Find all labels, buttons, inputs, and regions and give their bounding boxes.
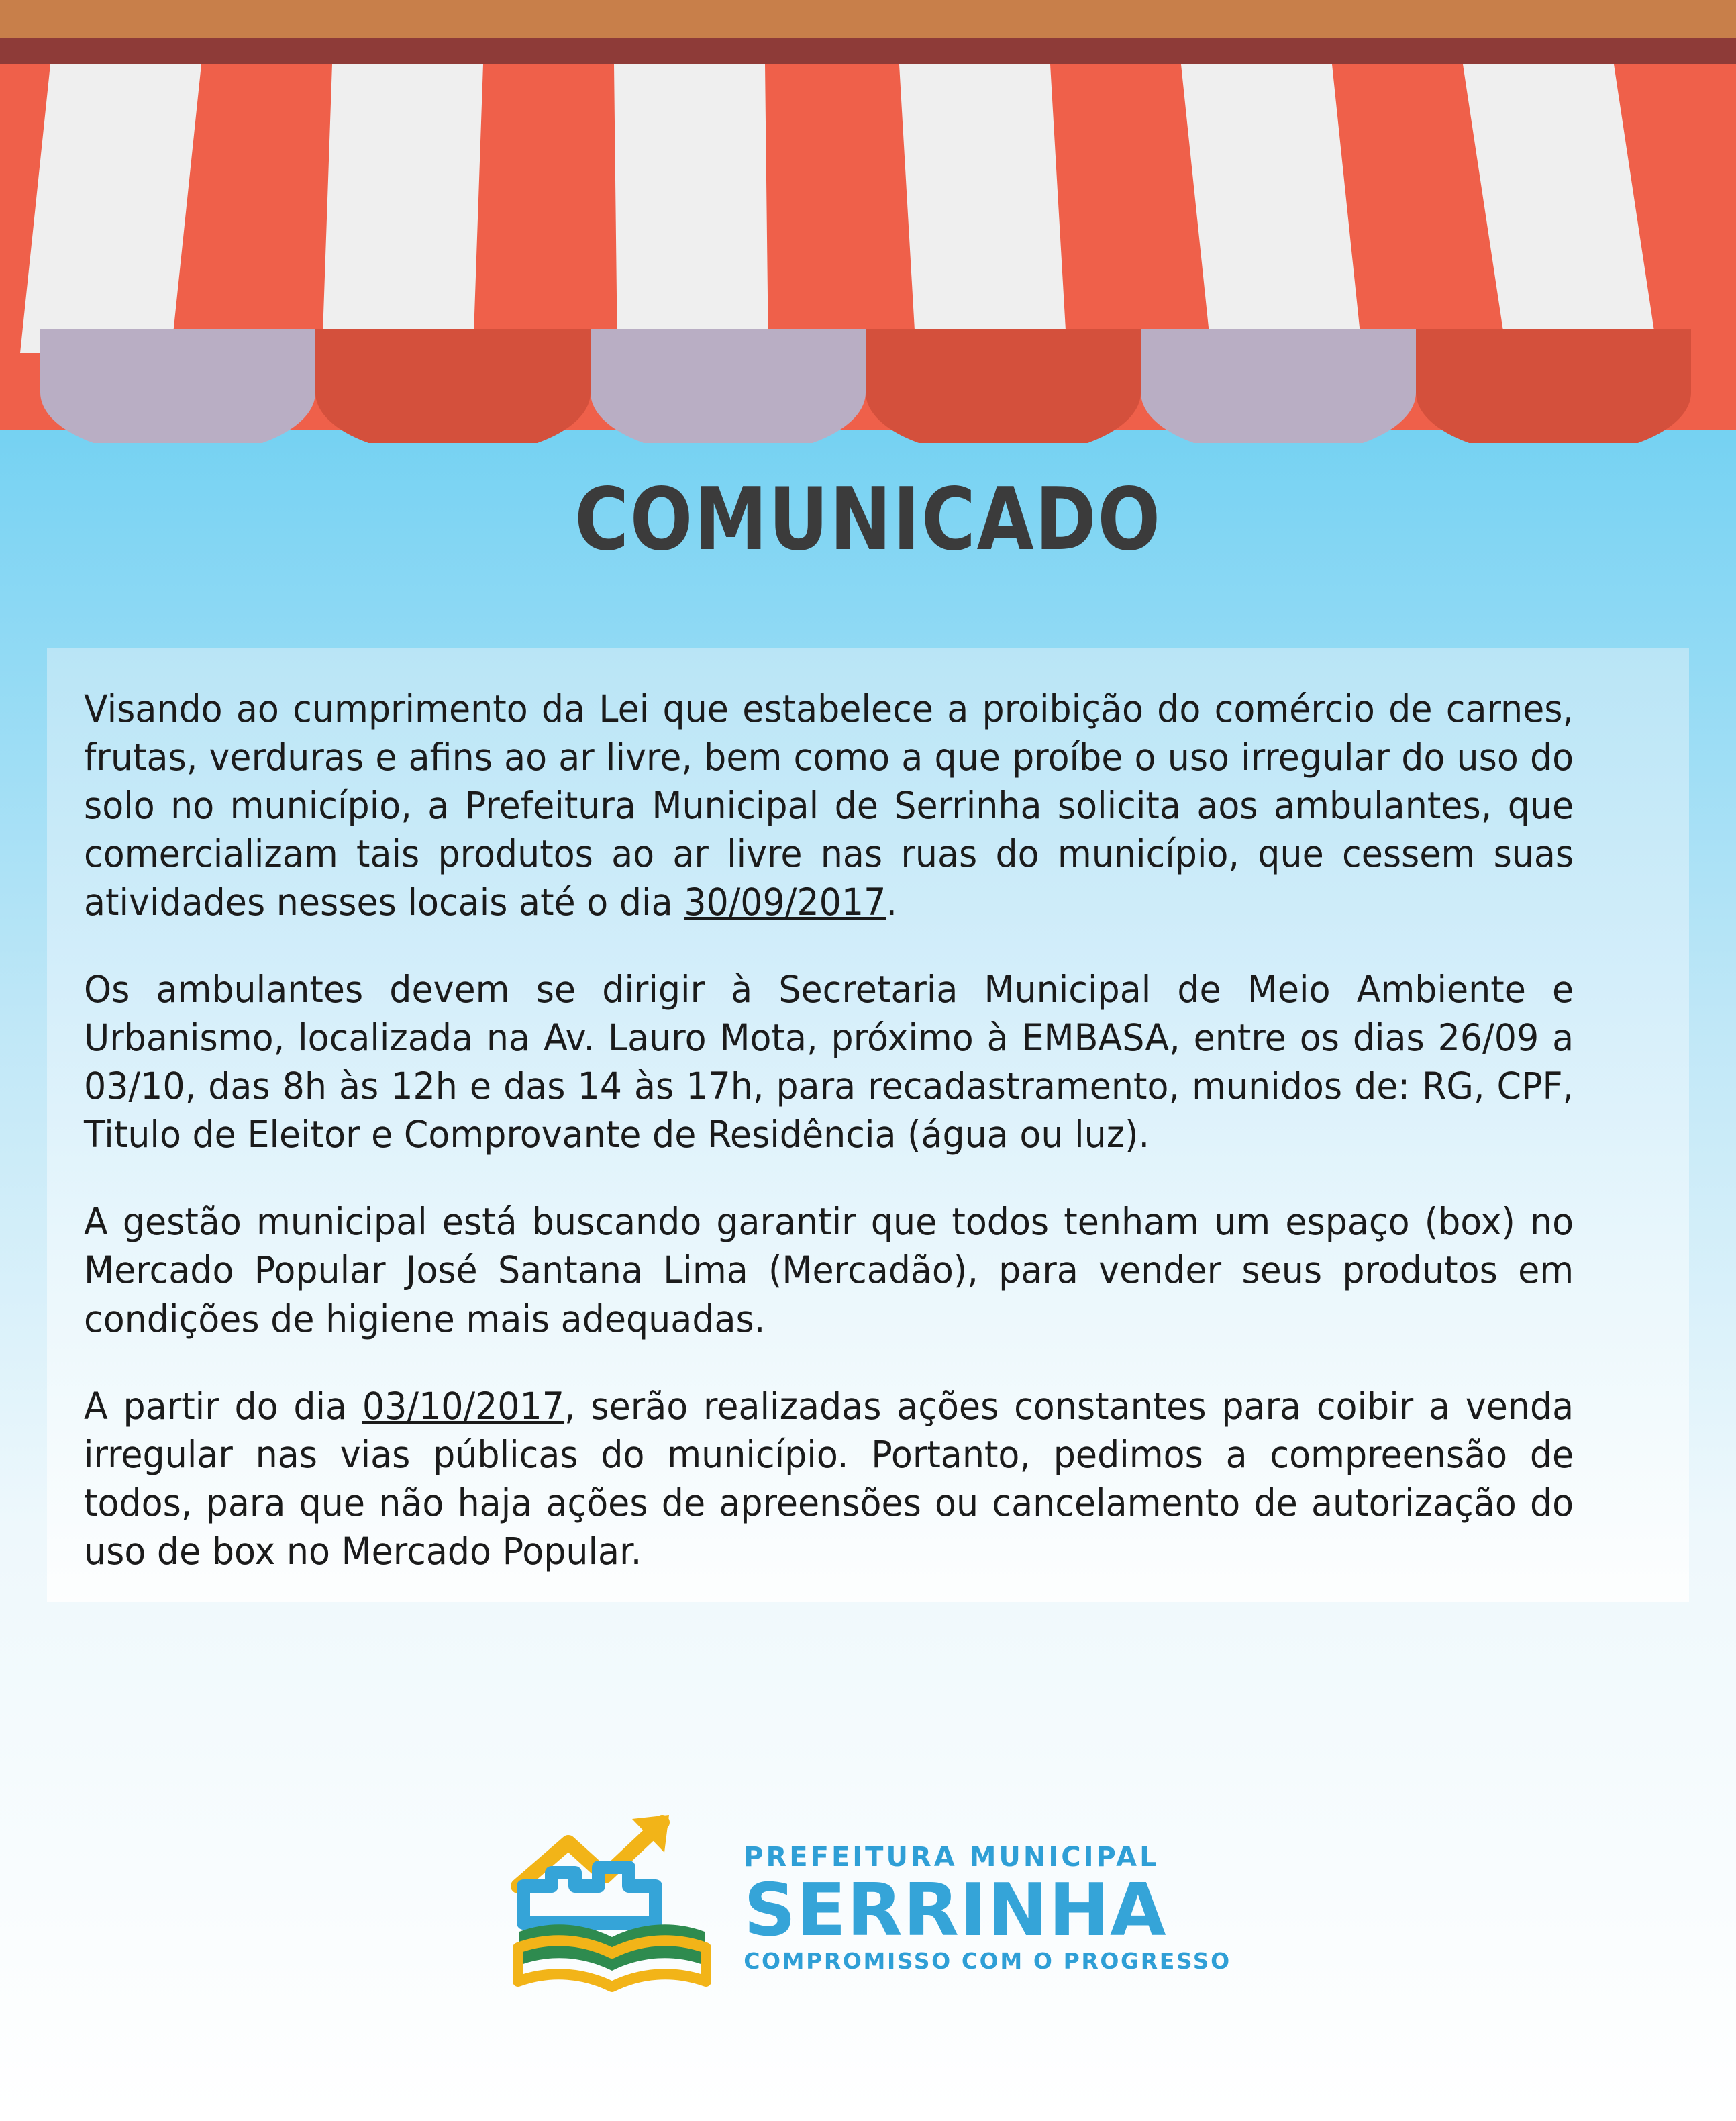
text-run: A gestão municipal está buscando garantir que todos tenham um espaço (box) no Mercado Popular José Santana Lima (Mercadão), para vender seus produtos em condições de higiene mais adequadas. xyxy=(84,1200,1574,1340)
awning-scallops-svg xyxy=(0,329,1736,443)
logo-top-line: PREFEITURA MUNICIPAL xyxy=(744,1842,1160,1873)
logo-main-line: SERRINHA xyxy=(744,1869,1167,1953)
awning-wood-bar xyxy=(0,0,1736,38)
emphasized-date: 30/09/2017 xyxy=(684,881,886,924)
notice-paragraph-4 xyxy=(84,1382,1574,1575)
awning-dark-bar xyxy=(0,38,1736,64)
text-run: , serão realizadas ações constantes para coibir a venda irregular nas vias públicas do município. Portanto, pedimos a compreensão de todos, para que não haja ações de apreensões ou cancelamento de autorização do uso de box no Mercado Popular. xyxy=(84,1384,1574,1573)
serrinha-logo xyxy=(505,1806,1231,2010)
text-run: Os ambulantes devem se dirigir à Secretaria Municipal de Meio Ambiente e Urbanismo, localizada na Av. Lauro Mota, próximo à EMBASA, entre os dias 26/09 a 03/10, das 8h às 12h e das 14 às 17h, para recadastramento, munidos de: RG, CPF, Titulo de Eleitor e Comprovante de Residência (água ou luz). xyxy=(84,968,1574,1156)
awning-graphic xyxy=(0,0,1736,430)
logo-svg xyxy=(505,1806,726,2007)
logo-text-block xyxy=(744,1844,1231,1972)
text-run: Visando ao cumprimento da Lei que estabelece a proibição do comércio de carnes, frutas, verduras e afins ao ar livre, bem como a que proíbe o uso irregular do uso do solo no município, a Prefeitura Municipal de Serrinha solicita aos ambulantes, que comercializam tais produtos ao ar livre nas ruas do município, que cessem suas atividades nesses locais até o dia xyxy=(84,687,1574,924)
page-title: COMUNICADO xyxy=(574,470,1162,570)
notice-paragraph-1 xyxy=(84,685,1574,926)
notice-paragraph-3 xyxy=(84,1197,1574,1342)
text-run: A partir do dia xyxy=(84,1384,362,1428)
serrinha-city-book-arrow-logo-icon xyxy=(505,1806,726,2010)
notice-paragraph-2 xyxy=(84,965,1574,1158)
footer-logo-area xyxy=(0,1806,1736,2010)
text-run: . xyxy=(886,881,897,924)
emphasized-date: 03/10/2017 xyxy=(362,1384,565,1428)
awning-scallops xyxy=(0,329,1736,430)
logo-sub-line: COMPROMISSO COM O PROGRESSO xyxy=(744,1948,1231,1974)
notice-body-card xyxy=(47,648,1689,1602)
